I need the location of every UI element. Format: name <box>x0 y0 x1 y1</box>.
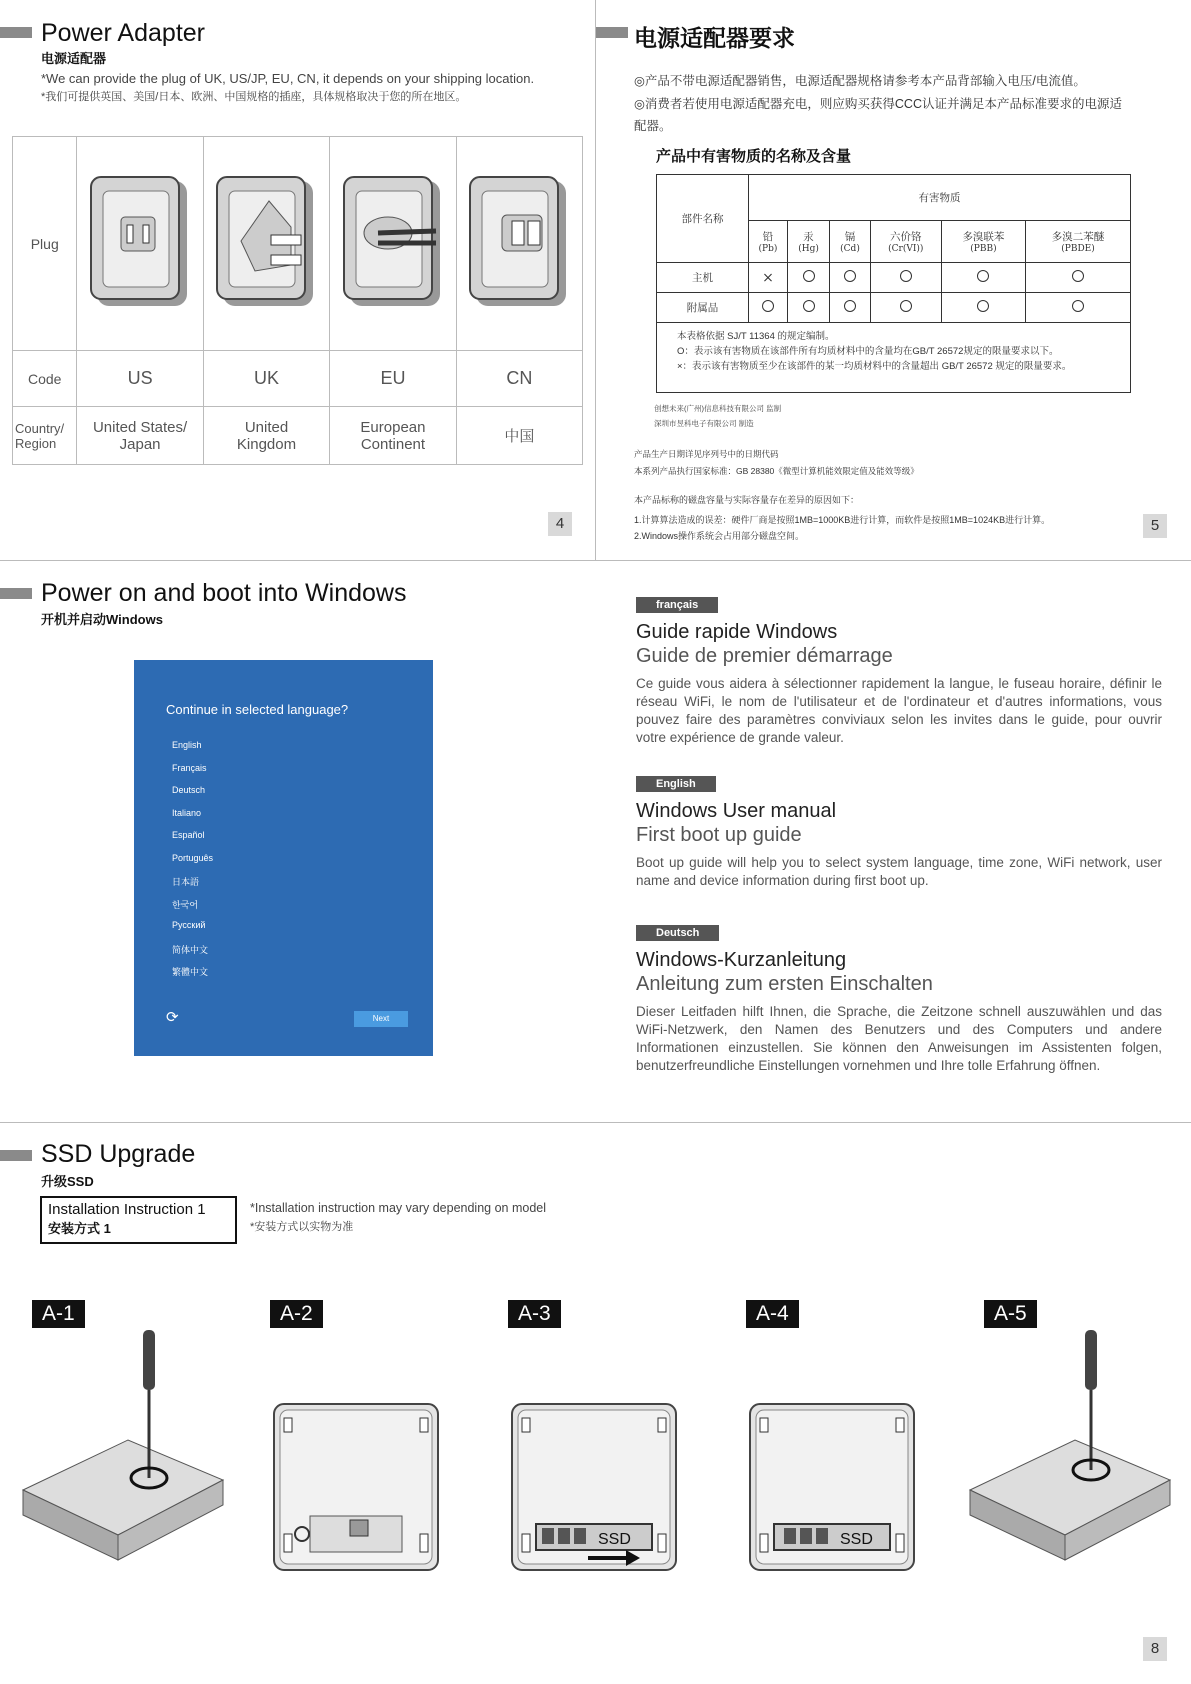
substance-symbol: (PBDE) <box>1061 244 1095 254</box>
code-cn: CN <box>456 351 582 407</box>
language-option[interactable]: English <box>172 740 202 750</box>
page-divider <box>0 560 1191 561</box>
step-a4-label: A-4 <box>746 1300 799 1328</box>
disk-capacity-title: 本产品标称的磁盘容量与实际容量存在差异的原因如下： <box>634 495 860 505</box>
circle-icon <box>762 300 774 312</box>
row-host-name: 主机 <box>657 263 749 293</box>
substance-name: 多溴二苯醚 <box>1051 231 1105 243</box>
section-marker <box>0 588 32 599</box>
plug-uk-image <box>203 137 330 351</box>
col-group-header: 有害物质 <box>749 175 1131 221</box>
region-cn: 中国 <box>456 407 582 465</box>
plug-table <box>12 136 583 465</box>
circle-icon <box>1072 300 1084 312</box>
ssd-label: SSD <box>598 1531 631 1548</box>
guide-title: Guide rapide Windows <box>636 621 838 643</box>
page-number: 4 <box>548 512 572 536</box>
section-marker <box>596 27 628 38</box>
circle-icon <box>803 270 815 282</box>
installation-note-en: *Installation instruction may vary depending on model <box>250 1201 547 1215</box>
language-option[interactable]: 한국어 <box>172 899 199 910</box>
cn-plug-icon <box>464 171 574 311</box>
page-divider <box>0 1122 1191 1123</box>
circle-icon <box>900 270 912 282</box>
compliant-cell <box>1026 293 1131 323</box>
hazard-note-3: ×：表示该有害物质至少在该部件的某一均质材料中的含量超出 GB/T 26572 规定的限量要求。 <box>677 361 1072 372</box>
substance-header <box>749 221 788 263</box>
installation-box-cn: 安装方式 1 <box>48 1221 111 1236</box>
compliant-cell <box>870 293 941 323</box>
eu-plug-icon <box>338 171 448 311</box>
substance-header <box>830 221 870 263</box>
guide-subtitle: First boot up guide <box>636 824 802 846</box>
circle-icon <box>844 300 856 312</box>
adapter-requirements-title: 电源适配器要求 <box>634 25 795 51</box>
guide-title: Windows User manual <box>636 800 837 822</box>
circle-icon <box>977 270 989 282</box>
plug-row-label: Plug <box>13 137 77 351</box>
substance-name: 汞 <box>803 231 814 243</box>
page-divider <box>595 0 596 560</box>
circle-icon <box>1072 270 1084 282</box>
accessibility-icon[interactable]: ⟳ <box>166 1009 179 1026</box>
screwdriver-icon <box>143 1330 155 1390</box>
substance-header <box>870 221 941 263</box>
guide-subtitle: Anleitung zum ersten Einschalten <box>636 973 933 995</box>
substance-name: 镉 <box>844 231 856 243</box>
substance-symbol: (Pb) <box>758 244 778 254</box>
guide-body: Boot up guide will help you to select system language, time zone, WiFi network, user name and device information during first boot up. <box>636 855 1162 888</box>
compliant-cell <box>870 263 941 293</box>
compliant-cell <box>1026 263 1131 293</box>
language-option[interactable]: 日本語 <box>172 877 200 887</box>
uk-plug-icon <box>211 171 321 311</box>
code-uk: UK <box>203 351 330 407</box>
language-option[interactable]: Deutsch <box>172 785 206 795</box>
language-option[interactable]: 简体中文 <box>172 944 209 955</box>
screwdriver-icon <box>1085 1330 1097 1390</box>
compliant-cell <box>749 293 788 323</box>
step-a3-label: A-3 <box>508 1300 561 1328</box>
plug-eu-image <box>330 137 456 351</box>
standard-note: 本系列产品执行国家标准：GB 28380《微型计算机能效限定值及能效等级》 <box>634 466 919 476</box>
row-accessory-name: 附属品 <box>657 293 749 323</box>
substance-header <box>941 221 1025 263</box>
us-plug-icon <box>85 171 195 311</box>
installation-box <box>40 1196 237 1244</box>
ssd-label: SSD <box>840 1531 873 1548</box>
step-a2-label: A-2 <box>270 1300 323 1328</box>
compliant-cell <box>941 263 1025 293</box>
code-row-label: Code <box>13 351 77 407</box>
company-line-1: 创想未来(广州)信息科技有限公司 监制 <box>654 404 782 413</box>
substance-name: 六价铬 <box>890 231 922 243</box>
guide-body: Ce guide vous aidera à sélectionner rapidement la langue, le fuseau horaire, définir le réseau WiFi, le nom de l'utilisateur et de l'ordinateur et d'autres informations, vous pouvez faire des paramètres conviviaux selon les invites dans le guide, pour ouvrir votre expérience de grande valeur. <box>636 676 1162 745</box>
page-number: 5 <box>1143 514 1167 538</box>
region-eu: European Continent <box>330 407 456 465</box>
language-tag: Deutsch <box>636 925 719 941</box>
compliant-cell <box>787 293 829 323</box>
power-adapter-title: Power Adapter <box>41 19 205 47</box>
language-option[interactable]: Português <box>172 852 214 863</box>
compliant-cell <box>787 263 829 293</box>
language-option[interactable]: Italiano <box>172 807 202 818</box>
plug-note-cn: *我们可提供英国、美国/日本、欧洲、中国规格的插座，具体规格取决于您的所在地区。 <box>41 91 467 103</box>
language-tag: français <box>636 597 718 613</box>
page-number: 8 <box>1143 1637 1167 1661</box>
hazard-table <box>656 174 1131 393</box>
section-marker <box>0 1150 32 1161</box>
region-uk: United Kingdom <box>203 407 330 465</box>
installation-box-en: Installation Instruction 1 <box>48 1201 206 1218</box>
step-a1-label: A-1 <box>32 1300 85 1328</box>
compliant-cell <box>830 293 870 323</box>
disk-capacity-2: 2.Windows操作系统会占用部分磁盘空间。 <box>634 531 805 541</box>
boot-subtitle: 开机并启动Windows <box>41 612 163 627</box>
plug-us-image <box>77 137 203 351</box>
language-prompt: Continue in selected language? <box>166 702 349 717</box>
circle-icon <box>900 300 912 312</box>
boot-title: Power on and boot into Windows <box>41 579 407 607</box>
language-tag: English <box>636 776 716 792</box>
production-date-note: 产品生产日期详见序列号中的日期代码 <box>634 449 779 459</box>
substance-symbol: (Cd) <box>840 244 860 254</box>
language-option[interactable]: Español <box>172 830 205 840</box>
section-marker <box>0 27 32 38</box>
step-a5-label: A-5 <box>984 1300 1037 1328</box>
step-a1-illustration <box>18 1330 228 1590</box>
plug-note-en: *We can provide the plug of UK, US/JP, EU, CN, it depends on your shipping location. <box>41 71 535 86</box>
substance-symbol: (Hg) <box>798 244 819 254</box>
ssd-title: SSD Upgrade <box>41 1140 196 1168</box>
guide-title: Windows-Kurzanleitung <box>636 949 847 971</box>
compliant-cell <box>830 263 870 293</box>
language-option[interactable]: 繁體中文 <box>172 967 209 977</box>
power-adapter-subtitle: 电源适配器 <box>41 51 107 66</box>
windows-setup-screen <box>134 660 433 1056</box>
step-a4-illustration <box>746 1400 918 1575</box>
col-part-header: 部件名称 <box>657 175 749 263</box>
hazard-note-2: O：表示该有害物质在该部件所有均质材料中的含量均在GB/T 26572规定的限量要求以下。 <box>677 346 1059 357</box>
disk-capacity-1: 1.计算算法造成的误差：硬件厂商是按照1MB=1000KB进行计算，而软件是按照1MB=1024KB进行计算。 <box>634 515 1051 525</box>
installation-note-cn: *安装方式以实物为准 <box>250 1221 354 1233</box>
step-a2-illustration <box>270 1400 442 1575</box>
code-us: US <box>77 351 203 407</box>
guide-subtitle: Guide de premier démarrage <box>636 645 893 667</box>
ssd-subtitle: 升级SSD <box>41 1174 94 1189</box>
plug-cn-image <box>456 137 582 351</box>
guide-body: Dieser Leitfaden hilft Ihnen, die Sprache, die Zeitzone schnell auszuwählen und das WiFi-Netzwerk, den Namen des Benutzers und des Computers und andere Informationen einzustellen. Sie können den Anweisungen im Assistenten folgen, benutzerfreundliche Einstellungen vornehmen und Ihre tolle Erfahrung öffnen. <box>636 1004 1162 1073</box>
language-option[interactable]: Русский <box>172 920 206 930</box>
substance-header <box>1026 221 1131 263</box>
circle-icon <box>803 300 815 312</box>
substance-name: 铅 <box>762 231 774 243</box>
substance-symbol: (Cr(VI)) <box>888 244 924 254</box>
circle-icon <box>977 300 989 312</box>
hazard-note-1: 本表格依据 SJ/T 11364 的规定编制。 <box>677 331 835 342</box>
step-a5-illustration <box>965 1330 1175 1590</box>
region-row-label: Country/ Region <box>13 407 77 465</box>
hazard-table-title: 产品中有害物质的名称及含量 <box>656 148 852 165</box>
adapter-req-line1: ◎产品不带电源适配器销售，电源适配器规格请参考本产品背部输入电压/电流值。 <box>634 74 1086 88</box>
substance-name: 多溴联苯 <box>962 231 1005 243</box>
next-button[interactable]: Next <box>354 1011 408 1027</box>
substance-symbol: (PBB) <box>970 244 997 254</box>
substance-header <box>787 221 829 263</box>
compliant-cell <box>941 293 1025 323</box>
company-line-2: 深圳市昱科电子有限公司 制造 <box>654 419 754 428</box>
region-us: United States/ Japan <box>77 407 203 465</box>
circle-icon <box>844 270 856 282</box>
step-a3-illustration <box>508 1400 680 1575</box>
language-option[interactable]: Français <box>172 762 207 773</box>
code-eu: EU <box>330 351 456 407</box>
adapter-req-line2: ◎消费者若使用电源适配器充电，则应购买获得CCC认证并满足本产品标准要求的电源适配器。 <box>634 97 1122 133</box>
row-host-pb: × <box>749 263 788 293</box>
